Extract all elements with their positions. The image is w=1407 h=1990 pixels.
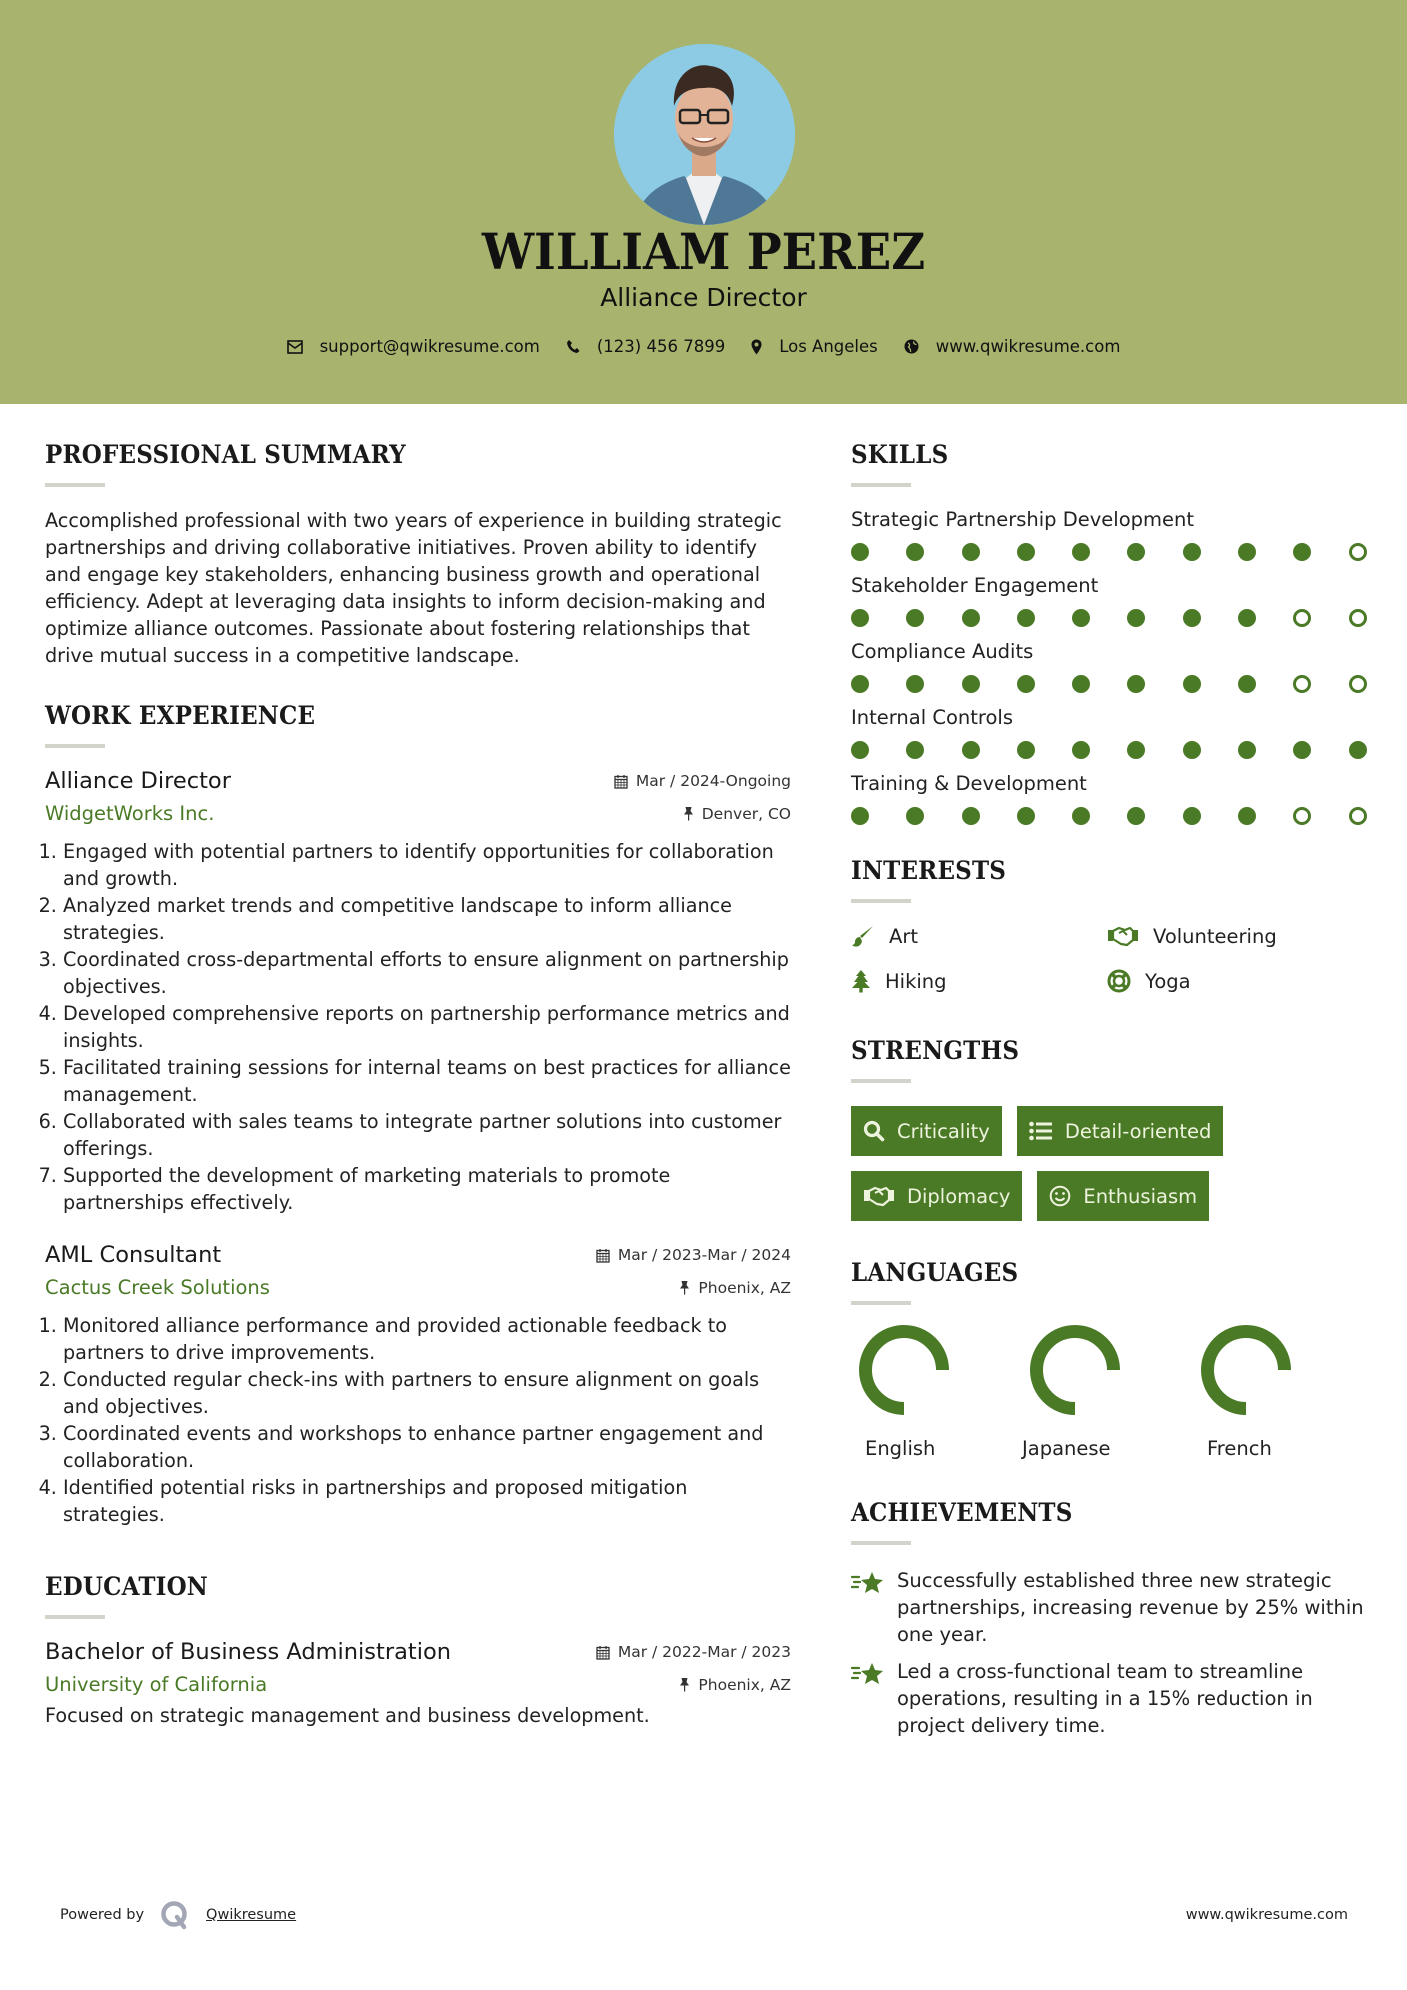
map-pin-icon bbox=[751, 339, 762, 355]
achievements-section bbox=[851, 1498, 1371, 1739]
bullet-item: 6. Collaborated with sales teams to integrate partner solutions into customer offerings. bbox=[63, 1108, 791, 1162]
filled-dot-icon bbox=[1293, 543, 1311, 561]
bullet-item: 1. Monitored alliance performance and provided actionable feedback to partners to drive improvements. bbox=[63, 1312, 791, 1366]
skill-item bbox=[851, 639, 1371, 694]
languages-heading: LANGUAGES bbox=[851, 1258, 1019, 1287]
job-location-text: Denver, CO bbox=[701, 804, 791, 823]
job-entry bbox=[45, 768, 791, 1216]
filled-dot-icon bbox=[1127, 675, 1145, 693]
contact-bar bbox=[0, 337, 1407, 356]
right-column bbox=[851, 440, 1371, 1749]
contact-website[interactable] bbox=[904, 337, 1121, 356]
achievements-heading: ACHIEVEMENTS bbox=[851, 1498, 1073, 1527]
languages-section bbox=[851, 1258, 1371, 1460]
education-heading: EDUCATION bbox=[45, 1572, 209, 1601]
left-column bbox=[45, 440, 791, 1729]
job-dates bbox=[614, 772, 791, 790]
progress-ring-icon bbox=[1201, 1325, 1291, 1415]
strengths-list bbox=[851, 1106, 1371, 1236]
skill-item bbox=[851, 705, 1371, 760]
empty-dot-icon bbox=[1293, 807, 1311, 825]
filled-dot-icon bbox=[851, 543, 869, 561]
bullet-item: 2. Conducted regular check-ins with partners to ensure alignment on goals and objectives. bbox=[63, 1366, 791, 1420]
empty-dot-icon bbox=[1349, 807, 1367, 825]
job-title: AML Consultant bbox=[45, 1242, 222, 1268]
bullet-item: 3. Coordinated events and workshops to enhance partner engagement and collaboration. bbox=[63, 1420, 791, 1474]
skill-name: Stakeholder Engagement bbox=[851, 574, 1099, 597]
contact-location bbox=[751, 337, 878, 356]
achievement-text: Successfully established three new strategic partnerships, increasing revenue by 25% within one year. bbox=[897, 1569, 1364, 1646]
filled-dot-icon bbox=[1127, 609, 1145, 627]
interest-label: Art bbox=[889, 924, 919, 948]
contact-email[interactable] bbox=[287, 337, 540, 356]
shooting-star-icon bbox=[851, 1569, 885, 1597]
filled-dot-icon bbox=[1238, 543, 1256, 561]
phone-icon bbox=[566, 339, 580, 354]
skill-item bbox=[851, 573, 1371, 628]
filled-dot-icon bbox=[1183, 807, 1201, 825]
filled-dot-icon bbox=[1072, 543, 1090, 561]
filled-dot-icon bbox=[1017, 609, 1035, 627]
filled-dot-icon bbox=[1017, 807, 1035, 825]
filled-dot-icon bbox=[1127, 741, 1145, 759]
education-location-text: Phoenix, AZ bbox=[698, 1675, 791, 1694]
skill-rating bbox=[851, 543, 1371, 562]
experience-heading: WORK EXPERIENCE bbox=[45, 701, 316, 730]
filled-dot-icon bbox=[962, 807, 980, 825]
website-text[interactable]: www.qwikresume.com bbox=[935, 337, 1121, 356]
strength-badge bbox=[1037, 1171, 1209, 1221]
language-item bbox=[851, 1325, 1022, 1460]
empty-dot-icon bbox=[1349, 609, 1367, 627]
pushpin-icon bbox=[679, 1677, 690, 1692]
interest-item bbox=[851, 968, 1107, 994]
filled-dot-icon bbox=[1238, 675, 1256, 693]
powered-by bbox=[60, 1900, 296, 1930]
person-photo-icon bbox=[614, 44, 795, 225]
handshake-icon bbox=[1107, 925, 1139, 947]
interests-list bbox=[851, 923, 1371, 994]
filled-dot-icon bbox=[851, 609, 869, 627]
strength-label: Criticality bbox=[897, 1119, 990, 1143]
languages-list bbox=[851, 1325, 1371, 1460]
job-bullets bbox=[45, 1312, 791, 1528]
filled-dot-icon bbox=[851, 675, 869, 693]
list-icon bbox=[1029, 1121, 1053, 1141]
skill-name: Internal Controls bbox=[851, 706, 1013, 729]
strengths-section bbox=[851, 1036, 1371, 1236]
filled-dot-icon bbox=[1238, 609, 1256, 627]
filled-dot-icon bbox=[1238, 741, 1256, 759]
filled-dot-icon bbox=[1072, 741, 1090, 759]
filled-dot-icon bbox=[1017, 741, 1035, 759]
skill-name: Training & Development bbox=[851, 772, 1087, 795]
filled-dot-icon bbox=[962, 675, 980, 693]
filled-dot-icon bbox=[1017, 543, 1035, 561]
filled-dot-icon bbox=[1127, 807, 1145, 825]
education-section bbox=[45, 1572, 791, 1729]
job-bullets bbox=[45, 838, 791, 1216]
search-icon bbox=[863, 1120, 885, 1142]
filled-dot-icon bbox=[962, 609, 980, 627]
school-name: University of California bbox=[45, 1673, 268, 1696]
interest-item bbox=[851, 923, 1107, 949]
job-dates-text: Mar / 2024-Ongoing bbox=[635, 772, 791, 790]
location-text: Los Angeles bbox=[779, 337, 878, 356]
footer-website-link[interactable]: www.qwikresume.com bbox=[1185, 1907, 1348, 1923]
education-dates bbox=[596, 1643, 791, 1661]
filled-dot-icon bbox=[1183, 675, 1201, 693]
strength-label: Detail-oriented bbox=[1064, 1119, 1212, 1143]
lifering-icon bbox=[1107, 969, 1131, 993]
empty-dot-icon bbox=[1293, 609, 1311, 627]
empty-dot-icon bbox=[1349, 543, 1367, 561]
handshake-icon bbox=[863, 1185, 895, 1207]
calendar-icon bbox=[614, 774, 628, 789]
skill-rating bbox=[851, 609, 1371, 628]
envelope-icon bbox=[287, 340, 303, 354]
section-divider bbox=[851, 1079, 911, 1083]
bullet-item: 2. Analyzed market trends and competitive landscape to inform alliance strategies. bbox=[63, 892, 791, 946]
company-name: Cactus Creek Solutions bbox=[45, 1276, 270, 1299]
calendar-icon bbox=[596, 1645, 610, 1660]
strength-badge bbox=[851, 1171, 1022, 1221]
achievement-text: Led a cross-functional team to streamline operations, resulting in a 15% reduction in project delivery time. bbox=[897, 1660, 1313, 1737]
email-text: support@qwikresume.com bbox=[319, 337, 540, 356]
section-divider bbox=[45, 744, 105, 748]
candidate-name: WILLIAM PEREZ bbox=[481, 222, 926, 281]
bullet-item: 4. Identified potential risks in partnerships and proposed mitigation strategies. bbox=[63, 1474, 791, 1528]
section-divider bbox=[45, 483, 105, 487]
job-location bbox=[679, 1279, 791, 1297]
filled-dot-icon bbox=[1072, 609, 1090, 627]
section-divider bbox=[851, 483, 911, 487]
skills-section bbox=[851, 440, 1371, 826]
filled-dot-icon bbox=[1349, 741, 1367, 759]
bullet-item: 3. Coordinated cross-departmental efforts to ensure alignment on partnership objectives. bbox=[63, 946, 791, 1000]
filled-dot-icon bbox=[962, 543, 980, 561]
education-location bbox=[679, 1676, 791, 1694]
strengths-heading: STRENGTHS bbox=[851, 1036, 1020, 1065]
skills-heading: SKILLS bbox=[851, 440, 949, 469]
job-dates-text: Mar / 2023-Mar / 2024 bbox=[617, 1246, 791, 1264]
filled-dot-icon bbox=[1127, 543, 1145, 561]
pushpin-icon bbox=[683, 806, 694, 821]
section-divider bbox=[851, 1301, 911, 1305]
strength-badge bbox=[1017, 1106, 1224, 1156]
shooting-star-icon bbox=[851, 1660, 885, 1688]
job-entry bbox=[45, 1242, 791, 1528]
filled-dot-icon bbox=[1293, 741, 1311, 759]
skill-name: Compliance Audits bbox=[851, 640, 1034, 663]
strength-label: Enthusiasm bbox=[1083, 1184, 1198, 1208]
section-divider bbox=[45, 1615, 105, 1619]
summary-section bbox=[45, 440, 791, 669]
filled-dot-icon bbox=[962, 741, 980, 759]
experience-section bbox=[45, 701, 791, 1528]
strength-badge bbox=[851, 1106, 1002, 1156]
pushpin-icon bbox=[679, 1280, 690, 1295]
job-dates bbox=[596, 1246, 791, 1264]
progress-ring-icon bbox=[859, 1325, 949, 1415]
filled-dot-icon bbox=[1072, 675, 1090, 693]
qwikresume-logo-icon bbox=[160, 1900, 190, 1930]
language-name: Japanese bbox=[1022, 1437, 1111, 1460]
language-name: French bbox=[1207, 1437, 1272, 1460]
section-divider bbox=[851, 1541, 911, 1545]
qwikresume-link[interactable]: Qwikresume bbox=[206, 1907, 297, 1923]
globe-icon bbox=[904, 339, 919, 354]
paintbrush-icon bbox=[851, 924, 875, 948]
filled-dot-icon bbox=[1072, 807, 1090, 825]
language-item bbox=[1022, 1325, 1193, 1460]
skill-item bbox=[851, 771, 1371, 826]
phone-text: (123) 456 7899 bbox=[596, 337, 726, 356]
achievement-item bbox=[851, 1567, 1371, 1648]
interests-section bbox=[851, 856, 1371, 994]
company-name: WidgetWorks Inc. bbox=[45, 802, 215, 825]
filled-dot-icon bbox=[1183, 609, 1201, 627]
bullet-item: 4. Developed comprehensive reports on partnership performance metrics and insights. bbox=[63, 1000, 791, 1054]
section-divider bbox=[851, 899, 911, 903]
bullet-item: 7. Supported the development of marketing materials to promote partnerships effectively. bbox=[63, 1162, 791, 1216]
interest-item bbox=[1107, 968, 1357, 994]
language-item bbox=[1193, 1325, 1364, 1460]
filled-dot-icon bbox=[906, 675, 924, 693]
filled-dot-icon bbox=[906, 609, 924, 627]
skill-rating bbox=[851, 741, 1371, 760]
filled-dot-icon bbox=[1238, 807, 1256, 825]
filled-dot-icon bbox=[851, 807, 869, 825]
filled-dot-icon bbox=[906, 741, 924, 759]
powered-by-label: Powered by bbox=[60, 1907, 145, 1923]
interests-heading: INTERESTS bbox=[851, 856, 1007, 885]
interest-label: Hiking bbox=[885, 969, 947, 993]
interest-label: Volunteering bbox=[1153, 924, 1277, 948]
skill-item bbox=[851, 507, 1371, 562]
degree-title: Bachelor of Business Administration bbox=[45, 1639, 451, 1665]
skills-list bbox=[851, 507, 1371, 826]
job-location-text: Phoenix, AZ bbox=[698, 1278, 791, 1297]
filled-dot-icon bbox=[906, 807, 924, 825]
education-description: Focused on strategic management and business development. bbox=[45, 1704, 650, 1727]
job-location bbox=[683, 805, 791, 823]
education-dates-text: Mar / 2022-Mar / 2023 bbox=[617, 1643, 791, 1661]
summary-text: Accomplished professional with two years of experience in building strategic partnerships and driving collaborative initiatives. Proven ability to identify and engage key stakeholders, enhancing business growth and operational efficiency. Adept at leveraging data insights to inform decision-making and optimize alliance outcomes. Passionate about fostering relationships that drive mutual success in a competitive landscape. bbox=[45, 509, 782, 667]
filled-dot-icon bbox=[1017, 675, 1035, 693]
bullet-item: 1. Engaged with potential partners to identify opportunities for collaboration and growth. bbox=[63, 838, 791, 892]
resume-header bbox=[0, 0, 1407, 404]
summary-heading: PROFESSIONAL SUMMARY bbox=[45, 440, 406, 469]
filled-dot-icon bbox=[1183, 741, 1201, 759]
interest-item bbox=[1107, 923, 1357, 949]
achievement-item bbox=[851, 1658, 1371, 1739]
contact-phone[interactable] bbox=[566, 337, 725, 356]
interest-label: Yoga bbox=[1145, 969, 1191, 993]
filled-dot-icon bbox=[1183, 543, 1201, 561]
empty-dot-icon bbox=[1293, 675, 1311, 693]
skill-rating bbox=[851, 807, 1371, 826]
strength-label: Diplomacy bbox=[907, 1184, 1011, 1208]
progress-ring-icon bbox=[1030, 1325, 1120, 1415]
candidate-title: Alliance Director bbox=[600, 283, 807, 312]
skill-rating bbox=[851, 675, 1371, 694]
education-entry bbox=[45, 1639, 791, 1729]
bullet-item: 5. Facilitated training sessions for internal teams on best practices for alliance management. bbox=[63, 1054, 791, 1108]
job-title: Alliance Director bbox=[45, 768, 231, 794]
tree-icon bbox=[851, 969, 871, 993]
profile-photo bbox=[614, 44, 795, 225]
calendar-icon bbox=[596, 1248, 610, 1263]
language-name: English bbox=[865, 1437, 936, 1460]
filled-dot-icon bbox=[851, 741, 869, 759]
empty-dot-icon bbox=[1349, 675, 1367, 693]
skill-name: Strategic Partnership Development bbox=[851, 508, 1195, 531]
smile-icon bbox=[1049, 1185, 1071, 1207]
filled-dot-icon bbox=[906, 543, 924, 561]
